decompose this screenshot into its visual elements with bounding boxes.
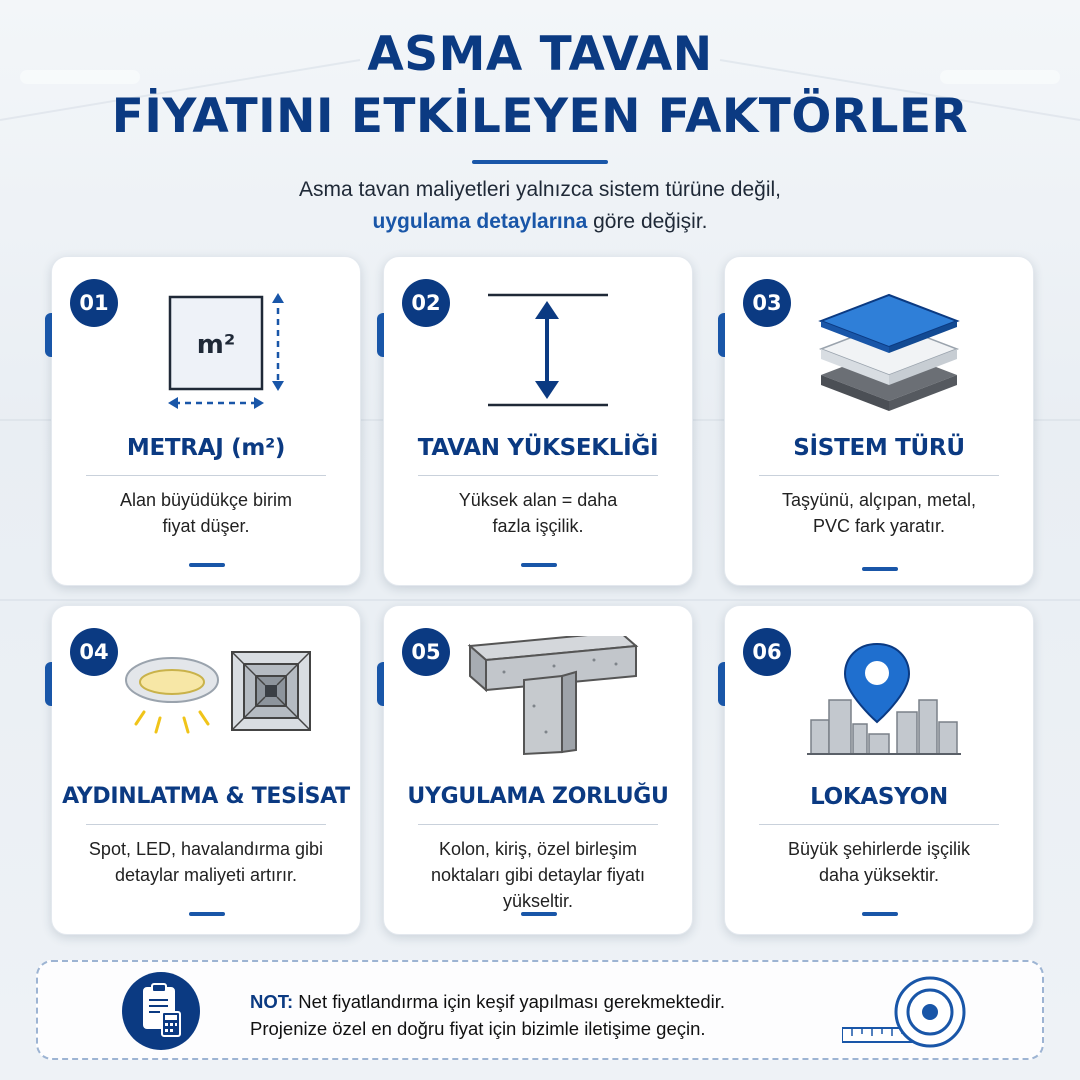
card-description: Büyük şehirlerde işçilik daha yüksektir. [787,839,971,885]
factor-card-lokasyon [724,605,1034,935]
m2-label: m² [196,330,236,360]
card-title: TAVAN YÜKSEKLİĞİ [417,435,659,461]
factor-card-tavan-yuksekligi [383,256,693,586]
card-divider [418,475,658,476]
card-accent-dash [862,567,898,571]
card-divider [418,824,658,825]
card-description: Alan büyüdükçe birim fiyat düşer. [119,490,293,536]
card-tab [377,313,384,357]
card-accent-dash [521,912,557,916]
card-tab [377,662,384,706]
page-title [0,24,1080,148]
card-number-badge: 03 [743,279,791,327]
card-title: UYGULAMA ZORLUĞU [407,784,669,809]
subtitle [0,174,1080,238]
card-number-badge: 01 [70,279,118,327]
card-description: Kolon, kiriş, özel birleşim noktaları gibi detaylar fiyatı yükseltir. [430,839,646,911]
location-pin-icon [845,644,909,722]
note-label: NOT: [250,991,294,1012]
subtitle-line-2 [0,206,1080,238]
card-number-badge: 02 [402,279,450,327]
ceiling-height-icon [384,287,694,427]
card-accent-dash [862,912,898,916]
title-line-1: ASMA TAVAN [367,27,713,82]
card-title: LOKASYON [810,784,948,810]
card-number-badge: 06 [743,628,791,676]
city-pin-icon [725,636,1035,776]
clipboard-calculator-icon [122,972,200,1050]
note-text [250,988,725,1042]
card-tab [718,662,725,706]
card-title: AYDINLATMA & TESİSAT [62,784,350,809]
card-divider [759,824,999,825]
card-accent-dash [521,563,557,567]
factor-card-aydinlatma-tesisat [51,605,361,935]
card-tab [45,662,52,706]
lighting-vent-icon [52,636,362,776]
card-accent-dash [189,912,225,916]
factor-card-metraj [51,256,361,586]
ventilation-grille-icon [232,652,310,730]
title-line-2: FİYATINI ETKİLEYEN FAKTÖRLER [111,89,969,144]
card-title: SİSTEM TÜRÜ [793,435,965,461]
subtitle-end: göre değişir. [587,210,708,233]
note-line-2: Projenize özel en doğru fiyat için bizimle iletişime geçin. [250,1018,706,1039]
beam-column-icon [384,636,694,776]
subtitle-line-1: Asma tavan maliyetleri yalnızca sistem türüne değil, [298,178,782,201]
card-divider [759,475,999,476]
card-divider [86,824,326,825]
card-title: METRAJ (m²) [126,435,286,461]
note-box [36,960,1044,1060]
card-description: Spot, LED, havalandırma gibi detaylar maliyeti artırır. [88,839,324,885]
factor-card-sistem-turu [724,256,1034,586]
spotlight-icon [126,658,218,732]
card-tab [718,313,725,357]
card-number-badge: 05 [402,628,450,676]
card-number-badge: 04 [70,628,118,676]
card-divider [86,475,326,476]
note-line-1-text: Net fiyatlandırma için keşif yapılması gerekmektedir. [293,991,726,1012]
factor-card-uygulama-zorlugu [383,605,693,935]
card-description: Taşyünü, alçıpan, metal, PVC fark yaratır. [781,490,977,536]
layers-icon [725,287,1035,427]
area-m2-icon [52,287,362,427]
card-description: Yüksek alan = daha fazla işçilik. [458,490,618,536]
card-tab [45,313,52,357]
tape-measure-icon [842,974,972,1052]
card-accent-dash [189,563,225,567]
note-line-1 [250,988,725,1015]
title-underline [472,160,608,164]
subtitle-highlight: uygulama detaylarına [372,210,588,233]
